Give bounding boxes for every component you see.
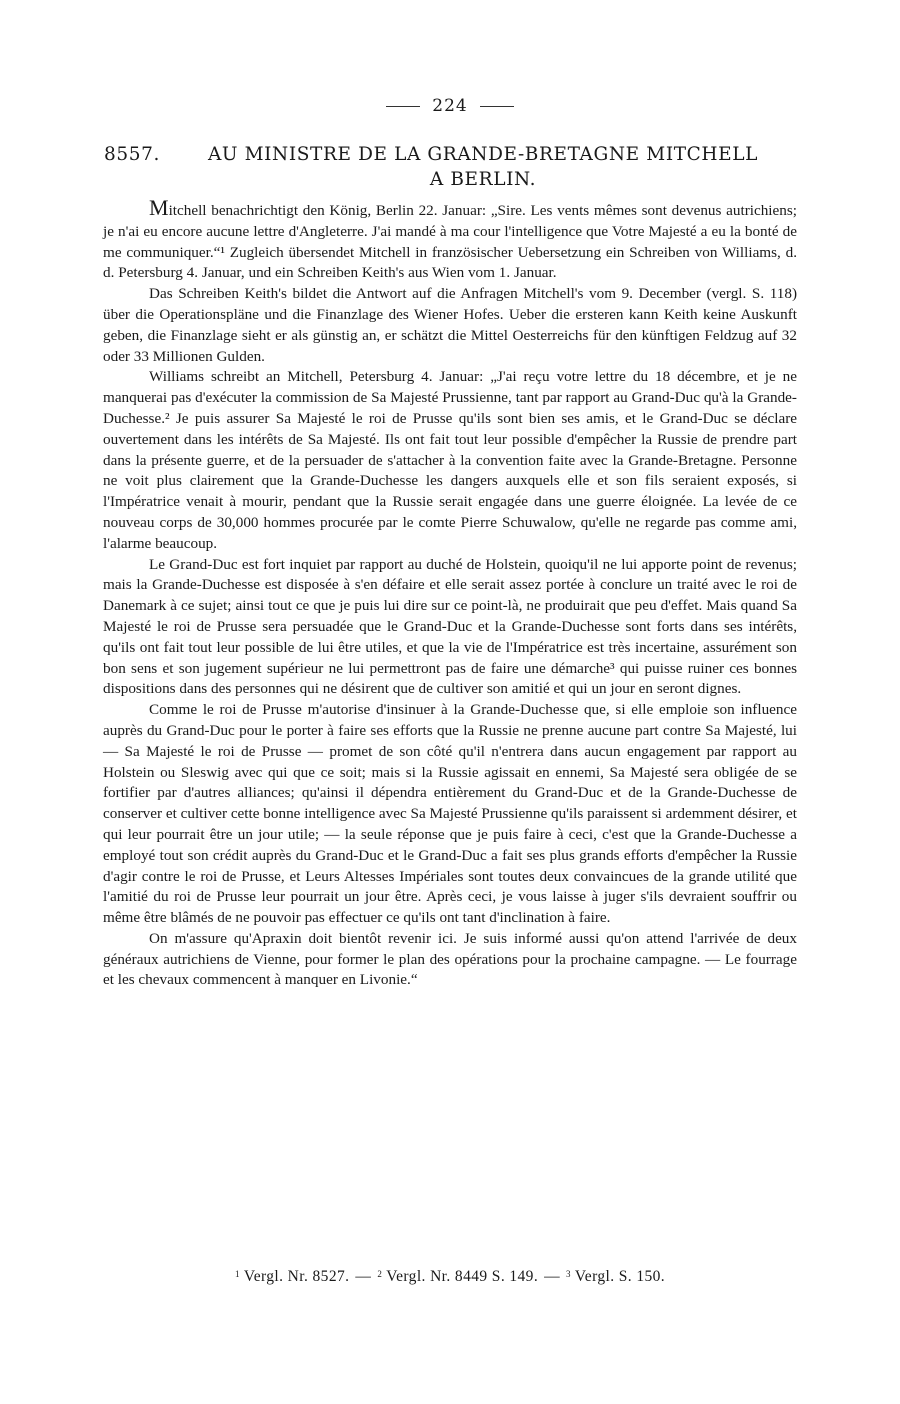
footnote-text: Vergl. S. 150. bbox=[574, 1268, 666, 1285]
footnote-text: Vergl. Nr. 8527. bbox=[243, 1268, 350, 1285]
paragraph-3 bbox=[103, 367, 797, 554]
page-number: 224 bbox=[432, 96, 468, 116]
paragraph-text: itchell benachrichtigt den König, Berlin 22. Januar: „Sire. Les vents mêmes sont devenus autrichiens; je n'ai eu encore aucune lettre d'Angleterre. J'ai mandé à ma cour l'intelligence que Votre Majesté a eu la bonté de me communiquer.“¹ Zugleich übersendet Mitchell in französischer Uebersetzung ein Schreiben von Williams, d. d. Petersburg 4. Januar, und ein Schreiben Keith's aus Wien vom 1. Januar. bbox=[103, 202, 797, 282]
document-title-line-2: A BERLIN. bbox=[429, 169, 537, 190]
paragraph-text: Comme le roi de Prusse m'autorise d'insinuer à la Grande-Duchesse que, si elle emploie son influence auprès du Grand-Duc pour le porter à faire ses efforts que la Russie ne prenne aucune part contre Sa Majesté, lui — Sa Majesté le roi de Prusse — promet de son côté qu'il n'entrera dans aucun engagement par rapport au Holstein ou Sleswig avec qui que ce soit; mais si la Russie agissait en ennemi, Sa Majesté sera obligée de se fortifier par d'autres alliances; qu'ainsi il dépendra entièrement du Grand-Duc et de la Grande-Duchesse de conserver et cultiver cette bonne intelligence avec Sa Majesté Prussienne qu'ils paraissent si ardemment désirer, et qui leur pourrait être un jour utile; — la seule réponse que je puis faire à ceci, c'est que la Grande-Duchesse a employé tout son crédit auprès du Grand-Duc et le Grand-Duc a fait ses plus grands efforts d'empêcher la Russie d'agir contre le roi de Prusse, et Leurs Altesses Impériales sont toutes deux convaincues de la grande utilité que l'amitié du roi de Prusse leur pourrait un jour être. Après ceci, je vous laisse à juger s'ils devraient souffrir ou même être blâmés de ne pouvoir pas effectuer ce qu'ils ont tant d'inclination à faire. bbox=[103, 701, 797, 927]
document-heading bbox=[104, 142, 798, 192]
footnote-mark: 3 bbox=[566, 1269, 571, 1279]
footnote-2 bbox=[377, 1268, 538, 1285]
footnote-separator: — bbox=[355, 1268, 372, 1285]
header-rule-left bbox=[386, 106, 420, 107]
footnote-text: Vergl. Nr. 8449 S. 149. bbox=[386, 1268, 539, 1285]
header-rule-right bbox=[480, 106, 514, 107]
footnote-1 bbox=[235, 1268, 349, 1285]
paragraph-text: Williams schreibt an Mitchell, Petersburg 4. Januar: „J'ai reçu votre lettre du 18 décembre, et je ne manquerai pas d'exécuter la commission de Sa Majesté Prussienne, tant par rapport au Grand-Duc qu'à la Grande-Duchesse.² Je puis assurer Sa Majesté le roi de Prusse qu'ils sont bien ses amis, et le Grand-Duc se déclare ouvertement dans les intérêts de Sa Majesté. Ils ont fait tout leur possible d'empêcher la Russie de prendre part dans la présente guerre, et de la persuader de s'attacher à la convention faite avec la Grande-Bretagne. Personne ne voit plus clairement que la Grande-Duchesse les dangers auxquels elle et son fils seraient exposés, si l'Impératrice venait à mourir, pendant que la Russie serait engagée dans une guerre éloignée. La levée de ce nouveau corps de 30,000 hommes procurée par le comte Pierre Schuwalow, qu'elle ne regarde pas comme ami, l'alarme beaucoup. bbox=[103, 368, 797, 552]
paragraph-6 bbox=[103, 929, 797, 991]
paragraph-4 bbox=[103, 555, 797, 701]
document-number: 8557. bbox=[104, 144, 160, 165]
footnote-separator: — bbox=[544, 1268, 561, 1285]
paragraph-text: On m'assure qu'Apraxin doit bientôt revenir ici. Je suis informé aussi qu'on attend l'arrivée de deux généraux autrichiens de Vienne, pour former le plan des opérations pour la prochaine campagne. — Le fourrage et les chevaux commencent à manquer en Livonie.“ bbox=[103, 929, 797, 989]
paragraph-2 bbox=[103, 284, 797, 367]
paragraph-text: Le Grand-Duc est fort inquiet par rapport au duché de Holstein, quoiqu'il ne lui apporte point de revenus; mais la Grande-Duchesse est disposée à s'en défaire et elle serait assez portée à conclure un traité avec le roi de Danemark à ce sujet; ainsi tout ce que je puis lui dire sur ce point-là, ne produirait que peu d'effet. Mais quand Sa Majesté le roi de Prusse sera persuadée que le Grand-Duc et la Grande-Duchesse sont forts dans ses intérêts, qu'ils ont fait tout leur possible de lui être utiles, et que la vie de l'Impératrice est très incertaine, assurément son bon sens et son jugement supérieur ne lui permettront pas de faire une démarche³ qui puisse ruiner ces bonnes dispositions dans des personnes qui ne désirent que de cultiver son amitié et qui un jour en seront dignes. bbox=[103, 555, 797, 698]
paragraph-1 bbox=[103, 195, 797, 284]
initial-letter: M bbox=[149, 195, 169, 220]
paragraph-text: Das Schreiben Keith's bildet die Antwort auf die Anfragen Mitchell's vom 9. December (vergl. S. 118) über die Operationspläne und die Finanzlage des Wiener Hofes. Ueber die ersteren kann Keith keine Auskunft geben, die Finanzlage sieht er als günstig an, er schätzt die Mittel Oesterreichs für den künftigen Feldzug auf 32 oder 33 Millionen Gulden. bbox=[103, 285, 797, 365]
page-header bbox=[0, 96, 900, 116]
footnote-mark: 2 bbox=[377, 1269, 383, 1279]
document-title-line-1: AU MINISTRE DE LA GRANDE-BRETAGNE MITCHELL bbox=[207, 144, 759, 165]
footnote-mark: 1 bbox=[234, 1269, 240, 1279]
body-text bbox=[103, 195, 797, 991]
footnote-3 bbox=[566, 1268, 665, 1285]
paragraph-5 bbox=[103, 700, 797, 929]
footnotes bbox=[0, 1268, 900, 1286]
